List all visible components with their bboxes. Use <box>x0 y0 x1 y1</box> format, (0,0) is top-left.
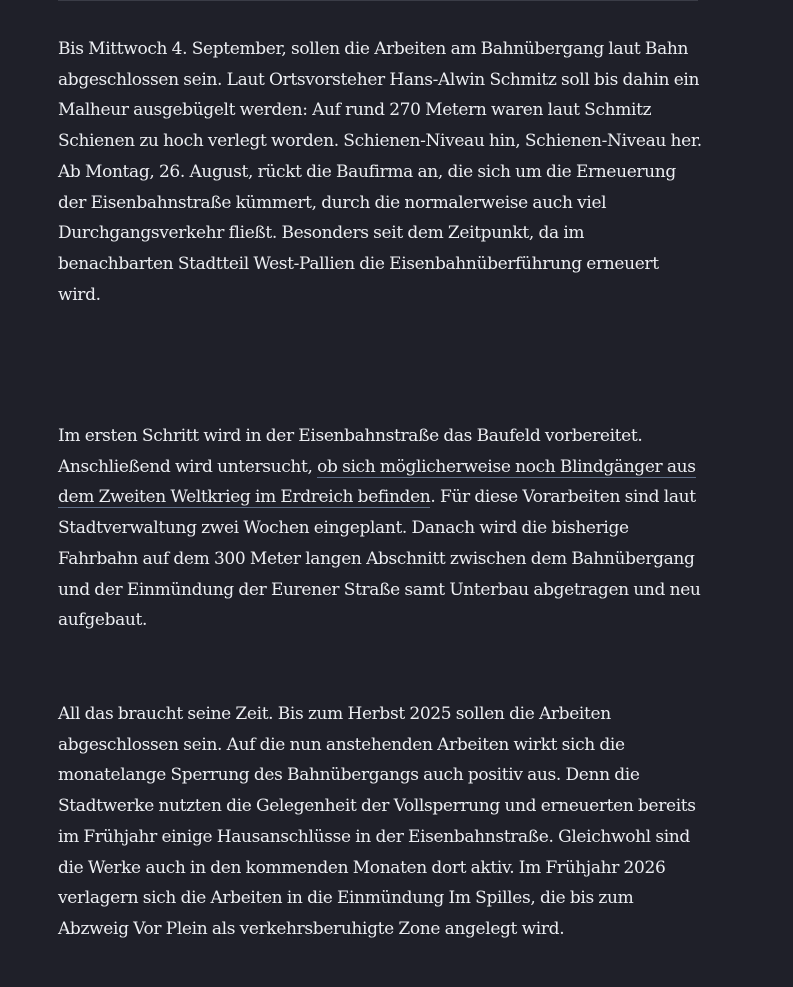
paragraph-2-text-start: Im ersten Schritt wird in der Eisenbahnstraße das Baufeld vorbereitet. Anschließend wird untersucht, <box>58 426 643 477</box>
article-paragraph-1: Bis Mittwoch 4. September, sollen die Arbeiten am Bahnübergang laut Bahn abgeschlossen sein. Laut Ortsvorsteher Hans-Alwin Schmitz soll bis dahin ein Malheur ausgebügelt werden: Auf rund 270 Metern waren laut Schmitz Schienen zu hoch verlegt worden. Schienen-Niveau hin, Schienen-Niveau her. Ab Montag, 26. August, rückt die Baufirma an, die sich um die Erneuerung der Eisenbahnstraße kümmert, durch die normalerweise auch viel Durchgangsverkehr fließt. Besonders seit dem Zeitpunkt, da im benachbarten Stadtteil West-Pallien die Eisenbahnüberführung erneuert wird. <box>58 39 702 305</box>
top-divider <box>58 0 698 1</box>
blindgaenger-article-link[interactable]: ob sich möglicherweise noch Blindgänger aus dem Zweiten Weltkrieg im Erdreich befinden <box>58 456 696 508</box>
article-paragraph-2 <box>58 421 703 636</box>
article-paragraph-3: All das braucht seine Zeit. Bis zum Herbst 2025 sollen die Arbeiten abgeschlossen sein. Auf die nun anstehenden Arbeiten wirkt sich die monatelange Sperrung des Bahnübergangs auch positiv aus. Denn die Stadtwerke nutzten die Gelegenheit der Vollsperrung und erneuerten bereits im Frühjahr einige Hausanschlüsse in der Eisenbahnstraße. Gleichwohl sind die Werke auch in den kommenden Monaten dort aktiv. Im Frühjahr 2026 verlagern sich die Arbeiten in die Einmündung Im Spilles, die bis zum Abzweig Vor Plein als verkehrsberuhigte Zone angelegt wird. <box>58 704 696 939</box>
paragraph-2-text-end: . Für diese Vorarbeiten sind laut Stadtverwaltung zwei Wochen eingeplant. Danach wird die bisherige Fahrbahn auf dem 300 Meter langen Abschnitt zwischen dem Bahnübergang und der Einmündung der Eurener Straße samt Unterbau abgetragen und neu aufgebaut. <box>58 487 701 631</box>
